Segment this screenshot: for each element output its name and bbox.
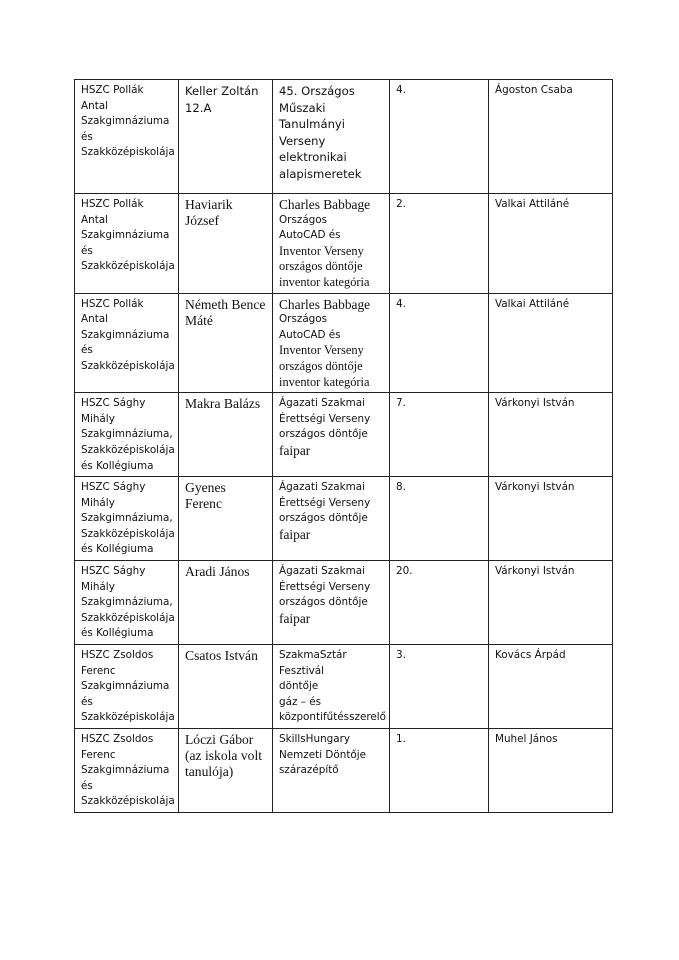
competition-text: SzakmaSztár Fesztivál döntője gáz – és központifűtésszerelő	[279, 649, 387, 724]
competition-text: SkillsHungary Nemzeti Döntője szárazépítő	[279, 733, 367, 777]
teacher-cell: Valkai Attiláné	[489, 293, 613, 393]
place-cell: 7.	[390, 393, 489, 477]
school-cell: HSZC Pollák Antal Szakgimnáziuma és Szakközépiskolája	[75, 80, 179, 194]
student-cell: Németh Bence Máté	[179, 293, 273, 393]
competition-text: Ágazati Szakmai Érettségi Verseny országos döntője	[279, 565, 371, 609]
competition-cell	[273, 80, 390, 194]
competition-text: Charles Babbage	[279, 296, 371, 312]
teacher-cell: Várkonyi István	[489, 561, 613, 645]
teacher-cell: Várkonyi István	[489, 477, 613, 561]
place-cell: 4.	[390, 293, 489, 393]
table-row	[75, 645, 613, 729]
competition-text: Inventor Verseny országos döntője inventor kategória	[279, 243, 370, 289]
competition-text: Országos AutoCAD és	[279, 213, 341, 242]
school-cell: HSZC Pollák Antal Szakgimnáziuma és Szakközépiskolája	[75, 293, 179, 393]
table-row	[75, 194, 613, 294]
table-row	[75, 477, 613, 561]
competition-text: Charles Babbage	[279, 197, 371, 212]
school-cell: HSZC Pollák Antal Szakgimnáziuma és Szakközépiskolája	[75, 194, 179, 294]
table-row	[75, 393, 613, 477]
place-cell: 3.	[390, 645, 489, 729]
table-row	[75, 293, 613, 393]
competition-cell	[273, 393, 390, 477]
competition-cell	[273, 729, 390, 813]
place-cell: 8.	[390, 477, 489, 561]
school-cell: HSZC Sághy Mihály Szakgimnáziuma, Szakközépiskolája és Kollégiuma	[75, 477, 179, 561]
competition-text: Ágazati Szakmai Érettségi Verseny országos döntője	[279, 397, 371, 441]
teacher-cell: Muhel János	[489, 729, 613, 813]
school-cell: HSZC Zsoldos Ferenc Szakgimnáziuma és Szakközépiskolája	[75, 729, 179, 813]
student-cell: Keller Zoltán 12.A	[179, 80, 273, 194]
place-cell: 1.	[390, 729, 489, 813]
school-cell: HSZC Sághy Mihály Szakgimnáziuma, Szakközépiskolája és Kollégiuma	[75, 561, 179, 645]
student-cell: Gyenes Ferenc	[179, 477, 273, 561]
student-cell: Aradi János	[179, 561, 273, 645]
competition-cell	[273, 645, 390, 729]
competition-cell	[273, 194, 390, 294]
teacher-cell: Várkonyi István	[489, 393, 613, 477]
competition-text: faipar	[279, 610, 311, 626]
table-row	[75, 729, 613, 813]
competition-cell	[273, 561, 390, 645]
competition-text: faipar	[279, 526, 311, 542]
results-table	[74, 79, 613, 813]
competition-text: Országos AutoCAD és	[279, 313, 341, 341]
school-cell: HSZC Sághy Mihály Szakgimnáziuma, Szakközépiskolája és Kollégiuma	[75, 393, 179, 477]
place-cell: 2.	[390, 194, 489, 294]
competition-text: 45. Országos Műszaki Tanulmányi Verseny elektronikai alapismeretek	[279, 84, 362, 181]
teacher-cell: Valkai Attiláné	[489, 194, 613, 294]
table-row	[75, 561, 613, 645]
place-cell: 20.	[390, 561, 489, 645]
competition-text: Ágazati Szakmai Érettségi Verseny országos döntője	[279, 481, 371, 525]
competition-text: Inventor Verseny országos döntője inventor kategória	[279, 343, 370, 389]
teacher-cell: Ágoston Csaba	[489, 80, 613, 194]
place-cell: 4.	[390, 80, 489, 194]
competition-cell	[273, 293, 390, 393]
student-cell: Lóczi Gábor (az iskola volt tanulója)	[179, 729, 273, 813]
student-cell: Csatos István	[179, 645, 273, 729]
table-row	[75, 80, 613, 194]
student-cell: Makra Balázs	[179, 393, 273, 477]
competition-text: faipar	[279, 442, 311, 458]
competition-cell	[273, 477, 390, 561]
school-cell: HSZC Zsoldos Ferenc Szakgimnáziuma és Szakközépiskolája	[75, 645, 179, 729]
teacher-cell: Kovács Árpád	[489, 645, 613, 729]
student-cell: Haviarik József	[179, 194, 273, 294]
